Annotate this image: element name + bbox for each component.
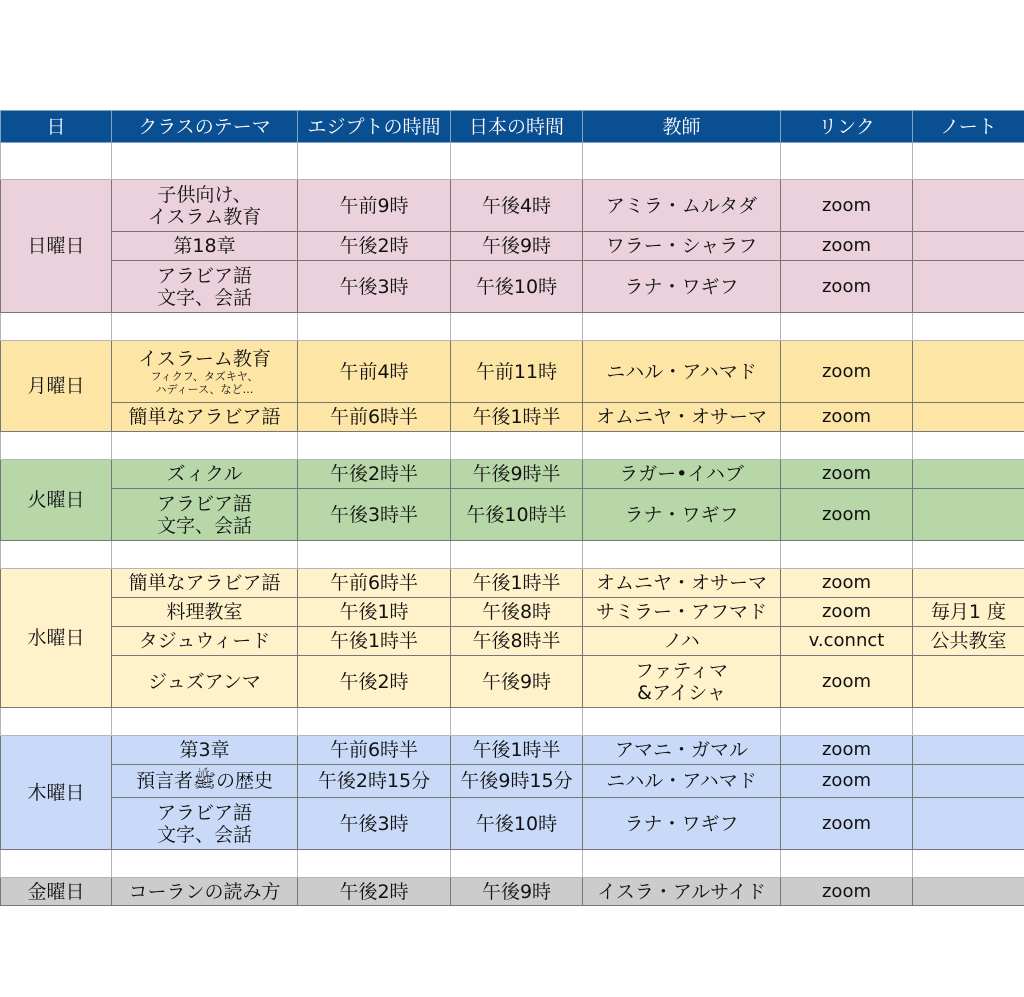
japan-time-cell (451, 736, 583, 765)
japan-time-cell-text: 午後9時半 (472, 463, 561, 485)
theme-text-line2: イスラム教育 (147, 205, 262, 228)
class-link[interactable]: v.connct (808, 630, 885, 651)
link-cell[interactable] (781, 341, 913, 403)
note-cell (913, 569, 1024, 598)
spacer-cell (583, 708, 781, 736)
spacer-cell (112, 432, 298, 460)
japan-time-cell (451, 261, 583, 313)
spacer-cell (1, 313, 112, 341)
teacher-name: ノハ (663, 630, 700, 652)
class-link[interactable]: zoom (821, 235, 871, 256)
theme-text: 第3章 (179, 739, 230, 761)
class-row (1, 403, 1024, 432)
egypt-time-cell (298, 261, 451, 313)
note-cell (913, 232, 1024, 261)
header-note: ノート (913, 111, 1024, 143)
note-text: 毎月1 度 (930, 601, 1007, 623)
teacher-name: オムニヤ・オサーマ (595, 406, 767, 428)
teacher-name: アマニ・ガマル (614, 739, 748, 761)
schedule-table (0, 110, 1024, 906)
teacher-cell (583, 489, 781, 541)
spacer-cell (112, 708, 298, 736)
theme-cell (112, 403, 298, 432)
teacher-cell (583, 460, 781, 489)
theme-text: アラビア語 (156, 492, 252, 515)
link-cell[interactable] (781, 878, 913, 906)
japan-time-cell-text: 午後4時 (481, 194, 552, 217)
theme-cell (112, 878, 298, 906)
spacer-cell (1, 432, 112, 460)
teacher-name: ラナ・ワギフ (624, 812, 739, 835)
day-cell (1, 460, 112, 541)
theme-cell (112, 736, 298, 765)
theme-cell (112, 765, 298, 798)
theme-text: アラビア語 (156, 264, 252, 287)
class-row (1, 878, 1024, 906)
japan-time-cell (451, 656, 583, 708)
note-cell (913, 878, 1024, 906)
egypt-time-cell (298, 765, 451, 798)
day-label: 日曜日 (27, 235, 85, 257)
note-cell (913, 598, 1024, 627)
header-row (1, 111, 1024, 143)
japan-time-cell (451, 765, 583, 798)
teacher-cell (583, 403, 781, 432)
link-cell[interactable] (781, 569, 913, 598)
spacer-cell (112, 850, 298, 878)
spacer-cell (112, 143, 298, 180)
japan-time-cell-text: 午後9時 (481, 235, 552, 257)
japan-time-cell (451, 232, 583, 261)
japan-time-cell (451, 569, 583, 598)
teacher-name: ラナ・ワギフ (624, 275, 739, 298)
note-cell (913, 736, 1024, 765)
spacer-row (1, 143, 1024, 180)
theme-text-line2: 文字、会話 (156, 823, 252, 846)
spacer-cell (781, 708, 913, 736)
spacer-cell (1, 850, 112, 878)
theme-text: 預言者ﷺの歴史 (136, 770, 273, 792)
note-cell (913, 403, 1024, 432)
link-cell[interactable] (781, 736, 913, 765)
spacer-cell (781, 313, 913, 341)
spacer-cell (451, 143, 583, 180)
class-row (1, 656, 1024, 708)
day-label: 木曜日 (27, 781, 85, 804)
class-link[interactable]: zoom (821, 463, 871, 484)
japan-time-cell (451, 403, 583, 432)
teacher-name-line2: &アイシャ (637, 681, 726, 704)
spacer-cell (913, 143, 1024, 180)
spacer-cell (913, 850, 1024, 878)
spacer-cell (298, 143, 451, 180)
theme-cell (112, 180, 298, 232)
japan-time-cell (451, 798, 583, 850)
link-cell[interactable] (781, 598, 913, 627)
teacher-name: アミラ・ムルタダ (605, 194, 758, 217)
spacer-cell (583, 143, 781, 180)
class-row (1, 627, 1024, 656)
theme-text: 第18章 (173, 235, 236, 257)
spacer-cell (298, 708, 451, 736)
spacer-cell (583, 313, 781, 341)
egypt-time-cell (298, 598, 451, 627)
teacher-name: サミラー・アフマド (595, 601, 767, 623)
spacer-row (1, 708, 1024, 736)
japan-time-cell-text: 午後10時半 (466, 503, 567, 526)
japan-time-cell (451, 627, 583, 656)
spacer-cell (913, 708, 1024, 736)
spacer-cell (583, 541, 781, 569)
header-day: 日 (1, 111, 112, 143)
teacher-cell (583, 261, 781, 313)
theme-cell (112, 261, 298, 313)
class-link[interactable]: zoom (821, 572, 871, 593)
theme-cell (112, 460, 298, 489)
teacher-cell (583, 569, 781, 598)
class-row (1, 232, 1024, 261)
egypt-time-cell (298, 656, 451, 708)
spacer-row (1, 850, 1024, 878)
teacher-cell (583, 341, 781, 403)
theme-text: タジュウィード (138, 630, 271, 652)
link-cell[interactable] (781, 460, 913, 489)
spacer-cell (583, 432, 781, 460)
class-row (1, 736, 1024, 765)
link-cell[interactable] (781, 798, 913, 850)
link-cell[interactable] (781, 180, 913, 232)
egypt-time-cell-text: 午後2時15分 (317, 770, 431, 792)
japan-time-cell-text: 午後1時半 (472, 739, 561, 761)
egypt-time-cell-text: 午前6時半 (329, 406, 419, 428)
class-row (1, 180, 1024, 232)
note-cell (913, 627, 1024, 656)
theme-text: イスラーム教育 (138, 347, 271, 370)
header-theme: クラスのテーマ (112, 111, 298, 143)
link-cell[interactable] (781, 489, 913, 541)
egypt-time-cell (298, 798, 451, 850)
egypt-time-cell (298, 460, 451, 489)
header-japan-time: 日本の時間 (451, 111, 583, 143)
teacher-cell (583, 598, 781, 627)
class-link[interactable]: zoom (821, 275, 871, 297)
egypt-time-cell-text: 午後2時 (339, 235, 409, 257)
note-cell (913, 341, 1024, 403)
class-link[interactable]: zoom (821, 670, 871, 692)
teacher-cell (583, 180, 781, 232)
spacer-cell (781, 850, 913, 878)
theme-cell (112, 489, 298, 541)
egypt-time-cell (298, 232, 451, 261)
spacer-cell (112, 541, 298, 569)
theme-subtext: ハディース、など… (155, 382, 254, 396)
egypt-time-cell-text: 午後3時 (339, 812, 409, 835)
note-cell (913, 489, 1024, 541)
egypt-time-cell-text: 午前4時 (339, 360, 409, 383)
note-cell (913, 798, 1024, 850)
theme-cell (112, 341, 298, 403)
link-cell[interactable] (781, 656, 913, 708)
theme-text: 簡単なアラビア語 (128, 572, 281, 594)
theme-cell (112, 798, 298, 850)
japan-time-cell-text: 午後10時 (475, 275, 558, 298)
japan-time-cell-text: 午後9時15分 (460, 770, 573, 792)
egypt-time-cell (298, 736, 451, 765)
class-link[interactable]: zoom (821, 360, 871, 382)
spacer-cell (451, 541, 583, 569)
teacher-name: ラナ・ワギフ (624, 503, 739, 526)
class-link[interactable]: zoom (821, 880, 871, 902)
egypt-time-cell-text: 午前6時半 (329, 739, 419, 761)
class-row (1, 489, 1024, 541)
class-row (1, 765, 1024, 798)
theme-subtext: フィクフ、タズキヤ、 (150, 369, 259, 383)
link-cell[interactable] (781, 765, 913, 798)
teacher-cell (583, 627, 781, 656)
day-cell (1, 878, 112, 906)
egypt-time-cell-text: 午後3時半 (329, 503, 419, 526)
class-link[interactable]: zoom (821, 503, 871, 525)
egypt-time-cell (298, 878, 451, 906)
theme-text-line2: 文字、会話 (156, 286, 252, 309)
japan-time-cell-text: 午後9時 (481, 880, 552, 903)
teacher-name: オムニヤ・オサーマ (595, 572, 767, 594)
spacer-row (1, 432, 1024, 460)
egypt-time-cell-text: 午後1時半 (329, 630, 419, 652)
day-label: 火曜日 (27, 489, 85, 511)
teacher-name: ニハル・アハマド (606, 770, 757, 792)
teacher-name: ワラー・シャラフ (605, 235, 758, 257)
egypt-time-cell-text: 午後1時 (339, 601, 409, 623)
teacher-name: ニハル・アハマド (606, 360, 757, 383)
egypt-time-cell (298, 180, 451, 232)
spacer-cell (781, 432, 913, 460)
japan-time-cell (451, 180, 583, 232)
spacer-cell (1, 143, 112, 180)
spacer-cell (451, 850, 583, 878)
note-cell (913, 765, 1024, 798)
teacher-cell (583, 878, 781, 906)
spacer-cell (451, 432, 583, 460)
day-cell (1, 736, 112, 850)
spacer-cell (1, 708, 112, 736)
teacher-cell (583, 798, 781, 850)
teacher-cell (583, 656, 781, 708)
japan-time-cell-text: 午後10時 (475, 812, 558, 835)
link-cell[interactable] (781, 403, 913, 432)
day-label: 金曜日 (27, 880, 85, 903)
teacher-name: ファティマ (634, 659, 729, 682)
schedule-body (1, 143, 1024, 906)
theme-text: 簡単なアラビア語 (128, 406, 281, 428)
egypt-time-cell-text: 午後2時 (339, 880, 409, 903)
class-row (1, 598, 1024, 627)
theme-cell (112, 627, 298, 656)
class-link[interactable]: zoom (821, 770, 871, 791)
japan-time-cell-text: 午後1時半 (472, 406, 561, 428)
day-label: 水曜日 (27, 627, 85, 649)
egypt-time-cell-text: 午後2時半 (329, 463, 419, 485)
note-cell (913, 656, 1024, 708)
class-link[interactable]: zoom (821, 406, 871, 427)
class-row (1, 261, 1024, 313)
theme-text: コーランの読み方 (128, 880, 281, 903)
teacher-cell (583, 765, 781, 798)
japan-time-cell (451, 341, 583, 403)
spacer-cell (298, 541, 451, 569)
day-cell (1, 180, 112, 313)
theme-cell (112, 656, 298, 708)
japan-time-cell-text: 午後9時 (481, 670, 552, 693)
egypt-time-cell (298, 341, 451, 403)
egypt-time-cell (298, 569, 451, 598)
header-link: リンク (781, 111, 913, 143)
teacher-name: ラガー•イハブ (619, 463, 744, 485)
spacer-cell (298, 432, 451, 460)
egypt-time-cell (298, 627, 451, 656)
egypt-time-cell-text: 午後2時 (339, 670, 409, 693)
spacer-cell (451, 313, 583, 341)
japan-time-cell (451, 598, 583, 627)
class-row (1, 341, 1024, 403)
teacher-cell (583, 232, 781, 261)
note-cell (913, 460, 1024, 489)
spacer-cell (781, 143, 913, 180)
theme-text: 料理教室 (166, 601, 243, 623)
egypt-time-cell (298, 403, 451, 432)
class-row (1, 460, 1024, 489)
link-cell[interactable] (781, 627, 913, 656)
spacer-cell (781, 541, 913, 569)
teacher-cell (583, 736, 781, 765)
japan-time-cell (451, 460, 583, 489)
header-egypt-time: エジプトの時間 (298, 111, 451, 143)
spacer-cell (298, 850, 451, 878)
class-link[interactable]: zoom (821, 601, 871, 622)
spacer-cell (913, 432, 1024, 460)
theme-cell (112, 232, 298, 261)
japan-time-cell (451, 878, 583, 906)
class-link[interactable]: zoom (821, 812, 871, 834)
japan-time-cell-text: 午後1時半 (472, 572, 561, 594)
theme-cell (112, 569, 298, 598)
class-link[interactable]: zoom (821, 194, 871, 216)
egypt-time-cell-text: 午後3時 (339, 275, 409, 298)
day-cell (1, 569, 112, 708)
egypt-time-cell-text: 午前6時半 (329, 572, 419, 594)
note-cell (913, 261, 1024, 313)
spacer-cell (1, 541, 112, 569)
day-label: 月曜日 (27, 375, 85, 397)
spacer-cell (913, 541, 1024, 569)
link-cell[interactable] (781, 232, 913, 261)
japan-time-cell (451, 489, 583, 541)
spacer-cell (451, 708, 583, 736)
spacer-row (1, 313, 1024, 341)
spacer-row (1, 541, 1024, 569)
theme-text: アラビア語 (156, 801, 252, 824)
japan-time-cell-text: 午後8時 (481, 601, 552, 623)
class-row (1, 569, 1024, 598)
spacer-cell (913, 313, 1024, 341)
spacer-cell (112, 313, 298, 341)
note-cell (913, 180, 1024, 232)
egypt-time-cell (298, 489, 451, 541)
day-cell (1, 341, 112, 432)
teacher-name: イスラ・アルサイド (597, 880, 766, 903)
class-link[interactable]: zoom (821, 739, 871, 760)
theme-text: 子供向け、 (157, 183, 252, 206)
link-cell[interactable] (781, 261, 913, 313)
class-row (1, 798, 1024, 850)
japan-time-cell-text: 午前11時 (475, 360, 558, 383)
theme-text: ジュズアンマ (148, 670, 261, 693)
note-text: 公共教室 (930, 630, 1007, 652)
theme-cell (112, 598, 298, 627)
egypt-time-cell-text: 午前9時 (339, 194, 409, 217)
japan-time-cell-text: 午後8時半 (472, 630, 561, 652)
theme-text-line2: 文字、会話 (156, 514, 252, 537)
spacer-cell (583, 850, 781, 878)
spacer-cell (298, 313, 451, 341)
header-teacher: 教師 (583, 111, 781, 143)
theme-text: ズィクル (166, 463, 243, 485)
